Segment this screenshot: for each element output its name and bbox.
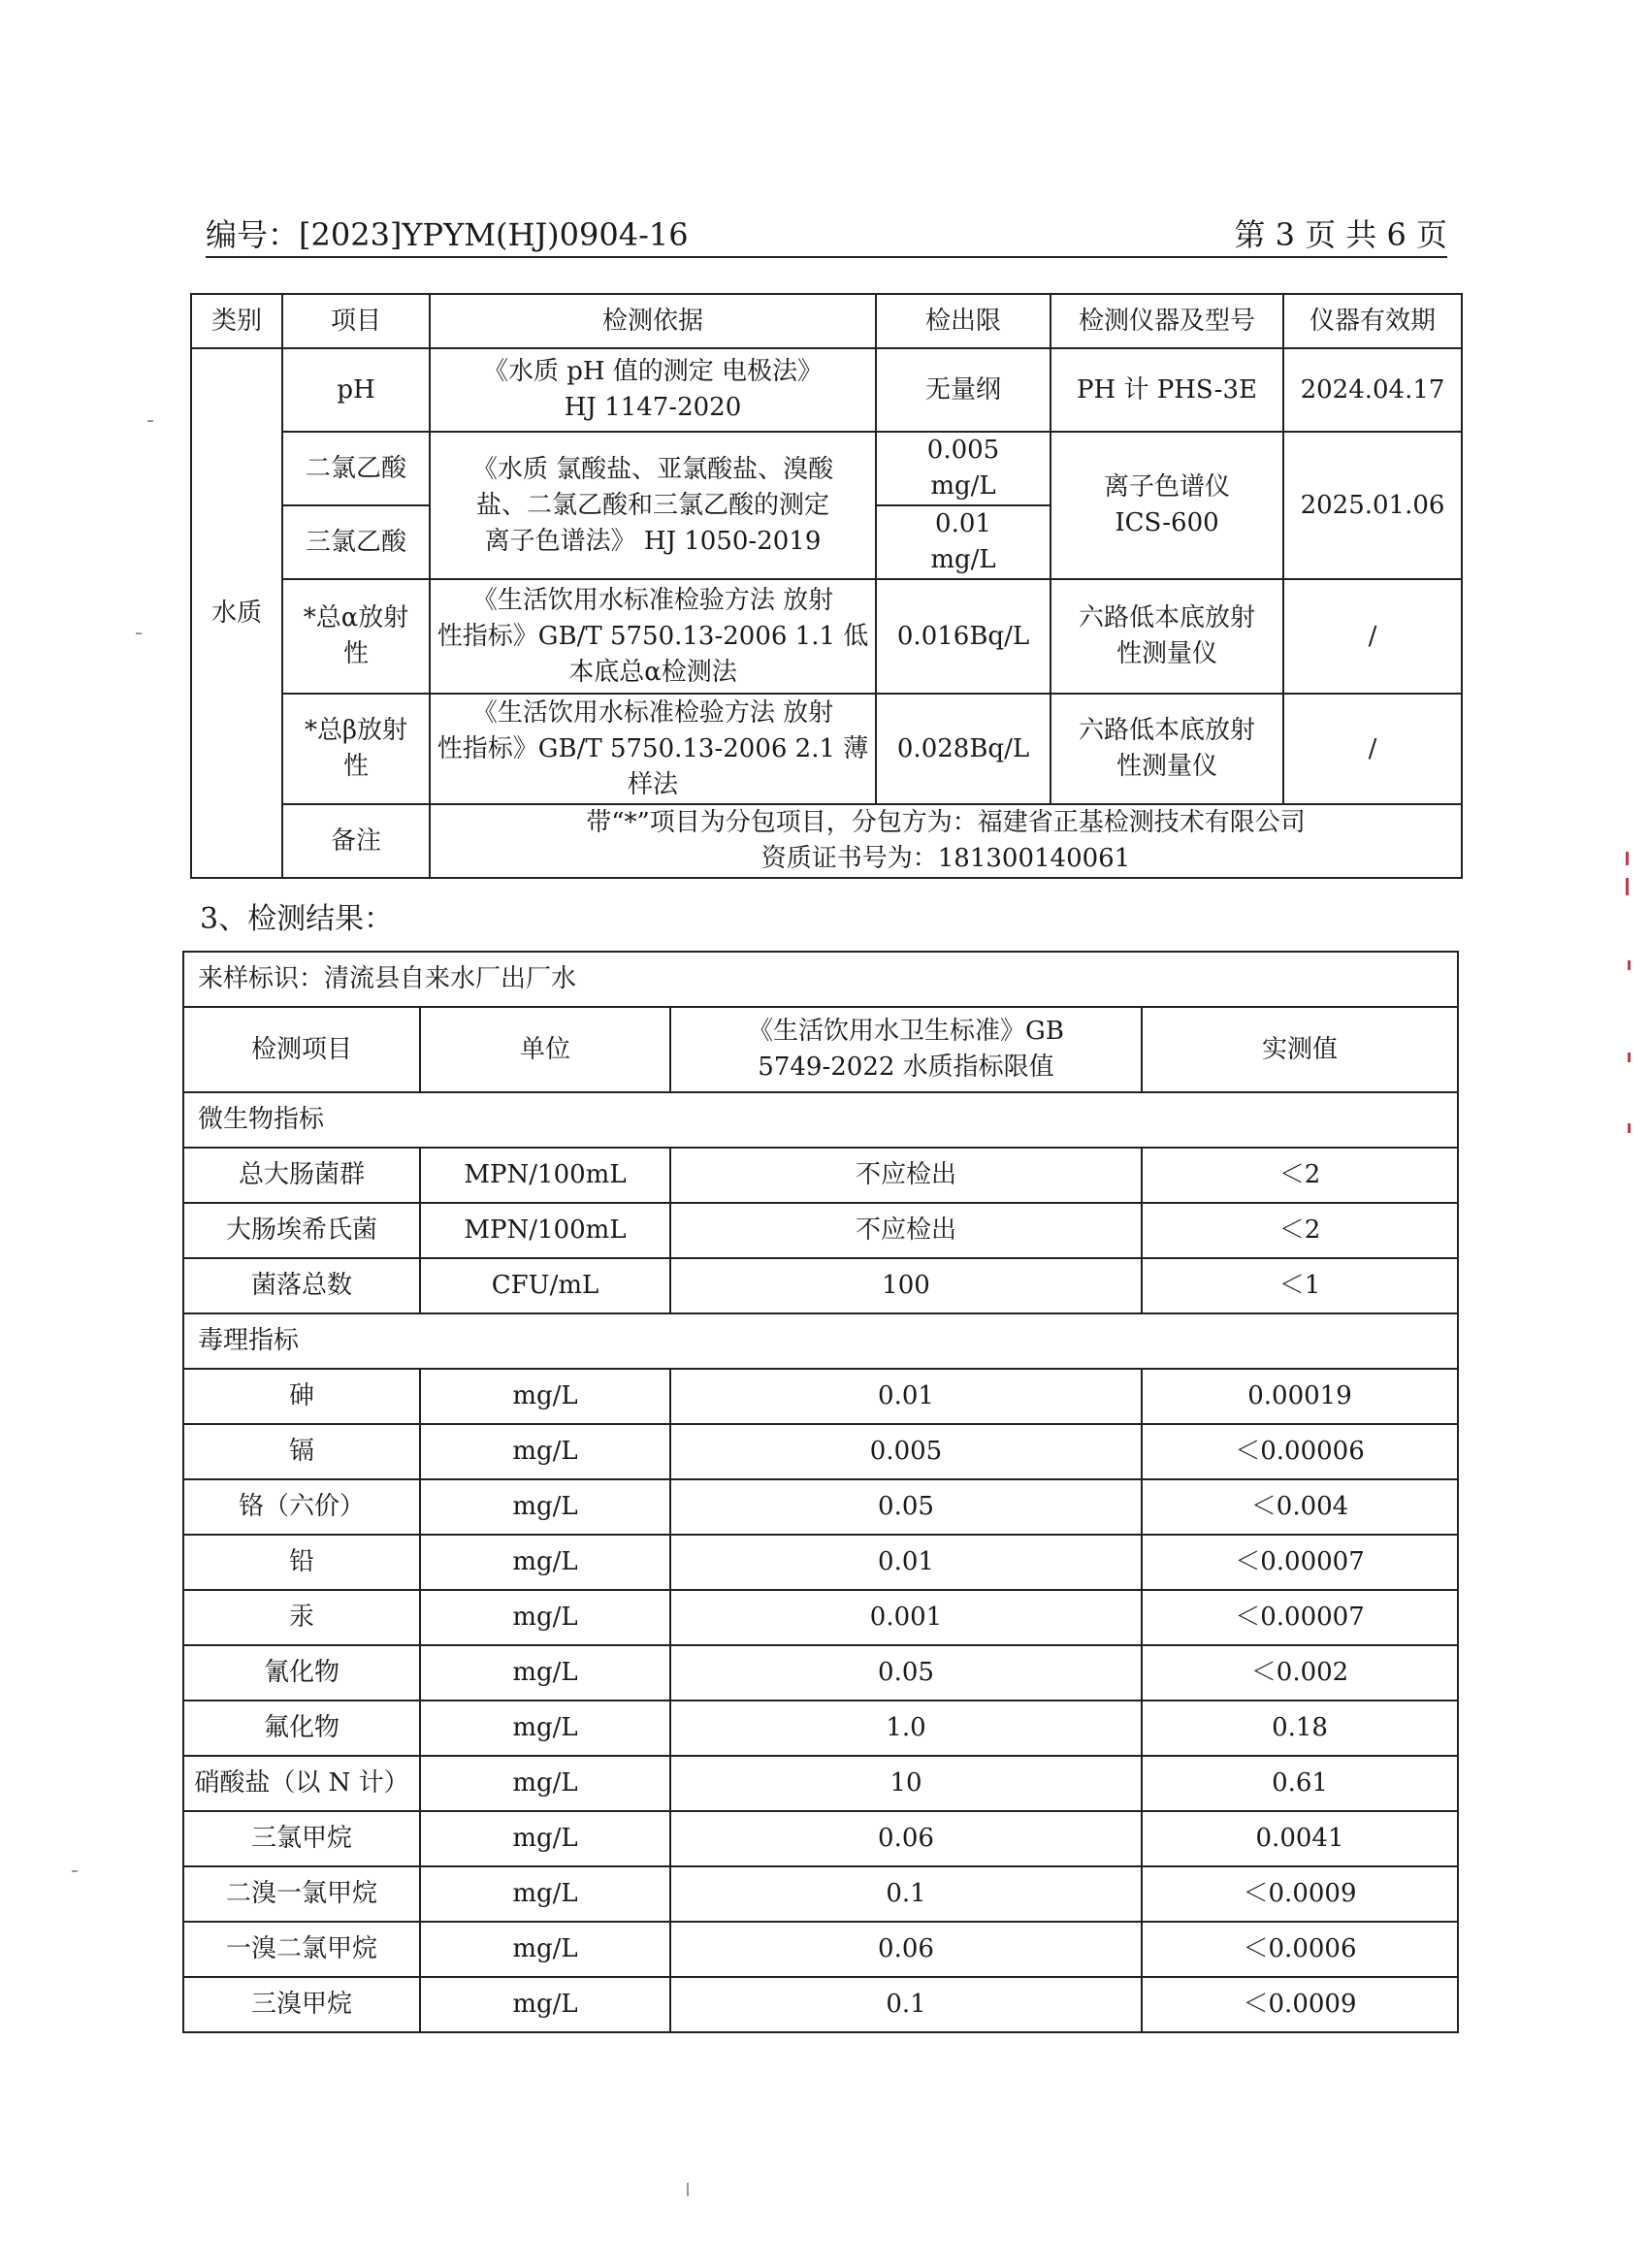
- result-unit-cell: mg/L: [420, 1424, 670, 1479]
- result-limit-cell: 1.0: [670, 1701, 1142, 1756]
- result-value-cell: ＜0.00007: [1142, 1535, 1458, 1590]
- result-value-cell: ＜2: [1142, 1203, 1458, 1258]
- validity-cell: /: [1283, 694, 1462, 804]
- result-unit-cell: mg/L: [420, 1922, 670, 1977]
- item-line: *总α放射: [303, 603, 409, 632]
- table-row: [183, 1479, 1458, 1535]
- basis-cell: [430, 579, 876, 694]
- methods-header-row: [191, 294, 1462, 348]
- basis-line: 《生活饮用水标准检验方法 放射: [471, 585, 834, 615]
- instrument-cell: PH 计 PHS-3E: [1051, 348, 1283, 432]
- result-value-cell: 0.18: [1142, 1701, 1458, 1756]
- result-item-cell: 三溴甲烷: [183, 1977, 420, 2032]
- method-row-gross-beta: [191, 694, 1462, 804]
- instrument-line: 六路低本底放射: [1078, 603, 1255, 632]
- item-line: *总β放射: [304, 716, 408, 745]
- method-row-gross-alpha: [191, 579, 1462, 694]
- basis-line: 性指标》GB/T 5750.13-2006 1.1 低: [436, 621, 869, 651]
- result-value-cell: ＜0.00007: [1142, 1590, 1458, 1645]
- item-cell: [282, 694, 430, 804]
- sample-id-row: [183, 952, 1458, 1007]
- item-cell: pH: [282, 348, 430, 432]
- instrument-cell: [1051, 432, 1283, 579]
- table-row: [183, 1590, 1458, 1645]
- remark-line: 资质证书号为：181300140061: [760, 844, 1131, 873]
- result-limit-cell: 0.1: [670, 1977, 1142, 2032]
- scan-dot: [147, 420, 153, 422]
- result-item-cell: 氟化物: [183, 1701, 420, 1756]
- result-limit-cell: 0.06: [670, 1922, 1142, 1977]
- result-limit-cell: 10: [670, 1756, 1142, 1811]
- limit-line: 0.01: [935, 509, 991, 538]
- result-unit-cell: mg/L: [420, 1535, 670, 1590]
- remark-label: 备注: [282, 804, 430, 878]
- table-row: [183, 1645, 1458, 1701]
- table-row: [183, 1756, 1458, 1811]
- result-item-cell: 汞: [183, 1590, 420, 1645]
- header-standard-limit: [670, 1007, 1142, 1092]
- result-unit-cell: mg/L: [420, 1645, 670, 1701]
- result-limit-cell: 0.1: [670, 1866, 1142, 1922]
- validity-cell: /: [1283, 579, 1462, 694]
- basis-line: 盐、二氯乙酸和三氯乙酸的测定: [475, 490, 829, 520]
- remark-line: 带“*”项目为分包项目，分包方为：福建省正基检测技术有限公司: [586, 808, 1306, 837]
- group-header-row: [183, 1313, 1458, 1369]
- instrument-line: ICS-600: [1115, 508, 1219, 537]
- result-unit-cell: mg/L: [420, 1866, 670, 1922]
- remark-row: [191, 804, 1462, 878]
- result-limit-cell: 0.01: [670, 1369, 1142, 1424]
- result-unit-cell: CFU/mL: [420, 1258, 670, 1313]
- item-line: 性: [342, 639, 369, 668]
- scan-mark: [1626, 852, 1629, 865]
- page-header: [206, 215, 1447, 258]
- result-unit-cell: mg/L: [420, 1590, 670, 1645]
- result-value-cell: 0.61: [1142, 1756, 1458, 1811]
- table-row: [183, 1258, 1458, 1313]
- indicator-group-label: 毒理指标: [183, 1313, 1458, 1369]
- basis-line: 样法: [627, 769, 678, 799]
- result-limit-cell: 0.001: [670, 1590, 1142, 1645]
- item-cell: 二氯乙酸: [282, 432, 430, 505]
- item-line: 性: [342, 752, 369, 781]
- result-item-cell: 氰化物: [183, 1645, 420, 1701]
- result-item-cell: 铬（六价）: [183, 1479, 420, 1535]
- method-row-ph: [191, 348, 1462, 432]
- result-limit-cell: 不应检出: [670, 1148, 1142, 1203]
- table-row: [183, 1922, 1458, 1977]
- result-limit-cell: 不应检出: [670, 1203, 1142, 1258]
- result-item-cell: 一溴二氯甲烷: [183, 1922, 420, 1977]
- basis-line: 《水质 pH 值的测定 电极法》: [482, 357, 824, 386]
- results-section-title: 3、检测结果：: [200, 902, 394, 936]
- results-header-row: [183, 1007, 1458, 1092]
- basis-cell: [430, 348, 876, 432]
- limit-cell: 0.016Bq/L: [876, 579, 1051, 694]
- result-value-cell: ＜0.0009: [1142, 1977, 1458, 2032]
- result-item-cell: 镉: [183, 1424, 420, 1479]
- table-row: [183, 1701, 1458, 1756]
- validity-cell: 2024.04.17: [1283, 348, 1462, 432]
- result-value-cell: ＜0.004: [1142, 1479, 1458, 1535]
- item-cell: [282, 579, 430, 694]
- scan-dot: [72, 1870, 78, 1872]
- result-limit-cell: 0.06: [670, 1811, 1142, 1866]
- result-item-cell: 三氯甲烷: [183, 1811, 420, 1866]
- header-instrument: 检测仪器及型号: [1051, 294, 1283, 348]
- header-basis: 检测依据: [430, 294, 876, 348]
- basis-line: 《水质 氯酸盐、亚氯酸盐、溴酸: [471, 454, 834, 484]
- result-unit-cell: mg/L: [420, 1977, 670, 2032]
- limit-cell: [876, 432, 1051, 505]
- result-value-cell: ＜0.00006: [1142, 1424, 1458, 1479]
- table-row: [183, 1148, 1458, 1203]
- validity-cell: 2025.01.06: [1283, 432, 1462, 579]
- scan-dot: [687, 2183, 689, 2196]
- results-table: [182, 951, 1459, 2033]
- instrument-cell: [1051, 579, 1283, 694]
- header-item: 项目: [282, 294, 430, 348]
- basis-line: HJ 1147-2020: [564, 393, 742, 422]
- result-limit-cell: 0.005: [670, 1424, 1142, 1479]
- result-unit-cell: mg/L: [420, 1479, 670, 1535]
- standard-limit-text: 《生活饮用水卫生标准》GB 5749-2022 水质指标限值: [748, 1017, 1064, 1082]
- result-unit-cell: mg/L: [420, 1756, 670, 1811]
- result-limit-cell: 100: [670, 1258, 1142, 1313]
- table-row: [183, 1811, 1458, 1866]
- scan-mark: [1628, 1053, 1631, 1062]
- sample-identification: 来样标识：清流县自来水厂出厂水: [183, 952, 1458, 1007]
- scan-mark: [1628, 960, 1631, 970]
- result-item-cell: 二溴一氯甲烷: [183, 1866, 420, 1922]
- result-unit-cell: MPN/100mL: [420, 1148, 670, 1203]
- header-unit: 单位: [420, 1007, 670, 1092]
- header-category: 类别: [191, 294, 282, 348]
- limit-cell: 0.028Bq/L: [876, 694, 1051, 804]
- result-item-cell: 砷: [183, 1369, 420, 1424]
- remark-text: [430, 804, 1462, 878]
- table-row: [183, 1424, 1458, 1479]
- header-validity: 仪器有效期: [1283, 294, 1462, 348]
- instrument-line: 性测量仪: [1116, 639, 1217, 668]
- method-row-dichloroacetic-acid: [191, 432, 1462, 505]
- scan-dot: [136, 632, 142, 634]
- result-item-cell: 硝酸盐（以 N 计）: [183, 1756, 420, 1811]
- result-item-cell: 总大肠菌群: [183, 1148, 420, 1203]
- table-row: [183, 1203, 1458, 1258]
- result-value-cell: 0.00019: [1142, 1369, 1458, 1424]
- instrument-line: 六路低本底放射: [1078, 716, 1255, 745]
- result-value-cell: ＜0.0006: [1142, 1922, 1458, 1977]
- table-row: [183, 1977, 1458, 2032]
- result-value-cell: ＜2: [1142, 1148, 1458, 1203]
- result-item-cell: 大肠埃希氏菌: [183, 1203, 420, 1258]
- result-value-cell: ＜0.002: [1142, 1645, 1458, 1701]
- instrument-line: 性测量仪: [1116, 752, 1217, 781]
- basis-line: 离子色谱法》 HJ 1050-2019: [484, 526, 822, 556]
- result-value-cell: ＜1: [1142, 1258, 1458, 1313]
- scan-mark: [1626, 878, 1629, 895]
- table-row: [183, 1866, 1458, 1922]
- table-row: [183, 1535, 1458, 1590]
- result-unit-cell: mg/L: [420, 1701, 670, 1756]
- result-item-cell: 菌落总数: [183, 1258, 420, 1313]
- limit-line: mg/L: [930, 471, 996, 501]
- basis-cell: [430, 694, 876, 804]
- result-unit-cell: MPN/100mL: [420, 1203, 670, 1258]
- table-row: [183, 1369, 1458, 1424]
- result-value-cell: ＜0.0009: [1142, 1866, 1458, 1922]
- instrument-cell: [1051, 694, 1283, 804]
- limit-cell: 无量纲: [876, 348, 1051, 432]
- category-cell: 水质: [191, 348, 282, 878]
- header-detection-limit: 检出限: [876, 294, 1051, 348]
- result-value-cell: 0.0041: [1142, 1811, 1458, 1866]
- limit-line: 0.005: [926, 436, 1000, 465]
- indicator-group-label: 微生物指标: [183, 1092, 1458, 1148]
- scan-mark: [1628, 1123, 1631, 1133]
- basis-line: 《生活饮用水标准检验方法 放射: [471, 697, 834, 728]
- page-indicator: 第 3 页 共 6 页: [1234, 216, 1447, 253]
- document-number: 编号：[2023]YPYM(HJ)0904-16: [206, 216, 689, 253]
- item-cell: 三氯乙酸: [282, 505, 430, 579]
- result-limit-cell: 0.05: [670, 1479, 1142, 1535]
- methods-table: [190, 293, 1463, 879]
- basis-line: 本底总α检测法: [568, 657, 737, 687]
- basis-line: 性指标》GB/T 5750.13-2006 2.1 薄: [436, 733, 869, 763]
- header-measured-value: 实测值: [1142, 1007, 1458, 1092]
- result-unit-cell: mg/L: [420, 1811, 670, 1866]
- result-item-cell: 铅: [183, 1535, 420, 1590]
- limit-cell: [876, 505, 1051, 579]
- instrument-line: 离子色谱仪: [1103, 472, 1230, 502]
- header-test-item: 检测项目: [183, 1007, 420, 1092]
- group-header-row: [183, 1092, 1458, 1148]
- results-body: [183, 1092, 1458, 2032]
- result-unit-cell: mg/L: [420, 1369, 670, 1424]
- result-limit-cell: 0.05: [670, 1645, 1142, 1701]
- limit-line: mg/L: [930, 545, 996, 574]
- basis-cell: [430, 432, 876, 579]
- result-limit-cell: 0.01: [670, 1535, 1142, 1590]
